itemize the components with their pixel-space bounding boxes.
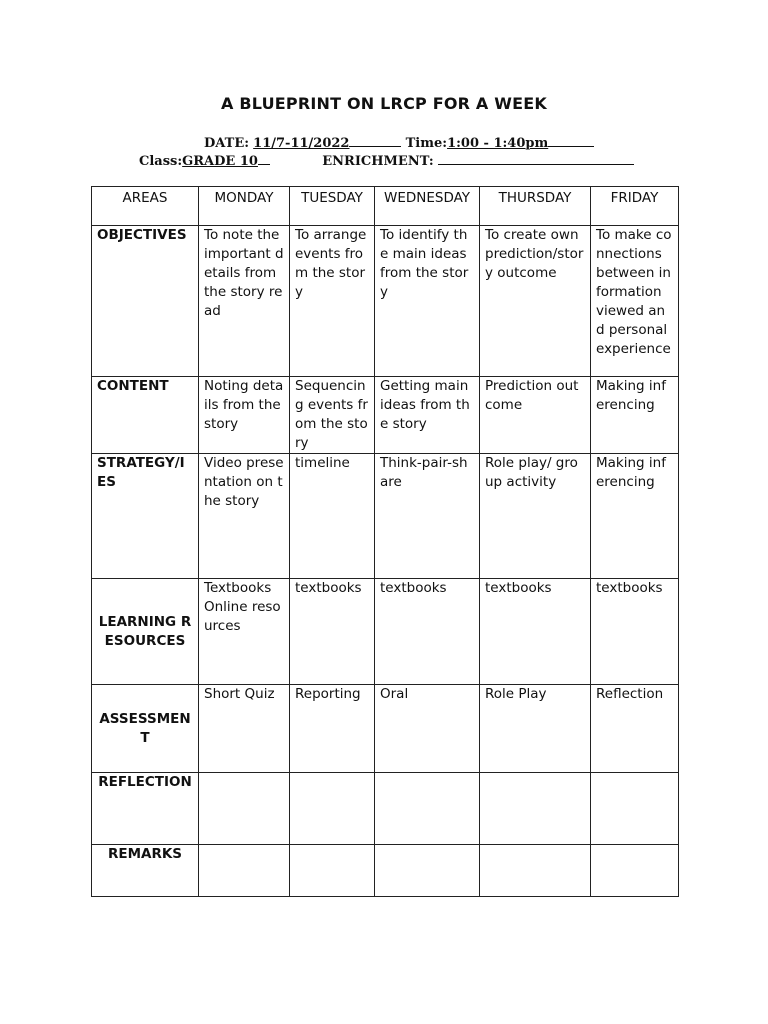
assessment-thursday: Role Play — [480, 685, 591, 773]
column-header-monday: MONDAY — [199, 187, 290, 226]
enrichment-label: ENRICHMENT: — [322, 154, 434, 169]
assessment-wednesday: Oral — [375, 685, 480, 773]
time-blank-line — [548, 134, 594, 147]
remarks-tuesday — [290, 845, 375, 897]
resources-thursday: textbooks — [480, 579, 591, 685]
resources-wednesday: textbooks — [375, 579, 480, 685]
objectives-tuesday: To arrange events from the story — [290, 226, 375, 377]
strategy-wednesday: Think-pair-share — [375, 454, 480, 579]
strategy-thursday: Role play/ group activity — [480, 454, 591, 579]
objectives-friday: To make connections between information viewed and personal experience — [591, 226, 679, 377]
reflection-monday — [199, 773, 290, 845]
reflection-friday — [591, 773, 679, 845]
class-enrichment-line — [139, 152, 634, 169]
assessment-tuesday: Reporting — [290, 685, 375, 773]
area-strategy: STRATEGY/IES — [92, 454, 199, 579]
page-title: A BLUEPRINT ON LRCP FOR A WEEK — [221, 94, 547, 113]
resources-tuesday: textbooks — [290, 579, 375, 685]
date-time-line — [204, 134, 594, 151]
objectives-wednesday: To identify the main ideas from the story — [375, 226, 480, 377]
table-row-learning-resources — [92, 579, 679, 685]
strategy-tuesday: timeline — [290, 454, 375, 579]
area-learning-resources: LEARNING RESOURCES — [92, 579, 199, 685]
content-tuesday: Sequencing events from the story — [290, 377, 375, 454]
reflection-thursday — [480, 773, 591, 845]
content-monday: Noting details from the story — [199, 377, 290, 454]
column-header-friday: FRIDAY — [591, 187, 679, 226]
table-row-reflection — [92, 773, 679, 845]
class-blank-line — [258, 152, 270, 165]
column-header-wednesday: WEDNESDAY — [375, 187, 480, 226]
area-reflection: REFLECTION — [92, 773, 199, 845]
content-friday: Making inferencing — [591, 377, 679, 454]
table-header-row — [92, 187, 679, 226]
column-header-tuesday: TUESDAY — [290, 187, 375, 226]
class-label: Class: — [139, 154, 183, 169]
objectives-monday: To note the important details from the story read — [199, 226, 290, 377]
objectives-thursday: To create own prediction/story outcome — [480, 226, 591, 377]
date-blank-line — [349, 134, 401, 147]
remarks-monday — [199, 845, 290, 897]
date-value: 11/7-11/2022 — [253, 136, 350, 151]
time-label: Time: — [405, 136, 448, 151]
table-row-objectives — [92, 226, 679, 377]
area-remarks: REMARKS — [92, 845, 199, 897]
content-wednesday: Getting main ideas from the story — [375, 377, 480, 454]
time-value: 1:00 - 1:40pm — [447, 136, 549, 151]
column-header-thursday: THURSDAY — [480, 187, 591, 226]
assessment-friday: Reflection — [591, 685, 679, 773]
class-value: GRADE 10 — [182, 154, 258, 169]
area-assessment: ASSESSMENT — [92, 685, 199, 773]
table-row-assessment — [92, 685, 679, 773]
table-row-strategy — [92, 454, 679, 579]
remarks-wednesday — [375, 845, 480, 897]
strategy-friday: Making inferencing — [591, 454, 679, 579]
area-content: CONTENT — [92, 377, 199, 454]
strategy-monday: Video presentation on the story — [199, 454, 290, 579]
remarks-thursday — [480, 845, 591, 897]
reflection-tuesday — [290, 773, 375, 845]
resources-friday: textbooks — [591, 579, 679, 685]
column-header-areas: AREAS — [92, 187, 199, 226]
lrcp-table — [91, 186, 679, 897]
remarks-friday — [591, 845, 679, 897]
date-label: DATE: — [204, 136, 250, 151]
enrichment-blank-line — [438, 152, 634, 165]
resources-monday: Textbooks Online resources — [199, 579, 290, 685]
table-row-remarks — [92, 845, 679, 897]
area-objectives: OBJECTIVES — [92, 226, 199, 377]
content-thursday: Prediction outcome — [480, 377, 591, 454]
assessment-monday: Short Quiz — [199, 685, 290, 773]
table-row-content — [92, 377, 679, 454]
reflection-wednesday — [375, 773, 480, 845]
